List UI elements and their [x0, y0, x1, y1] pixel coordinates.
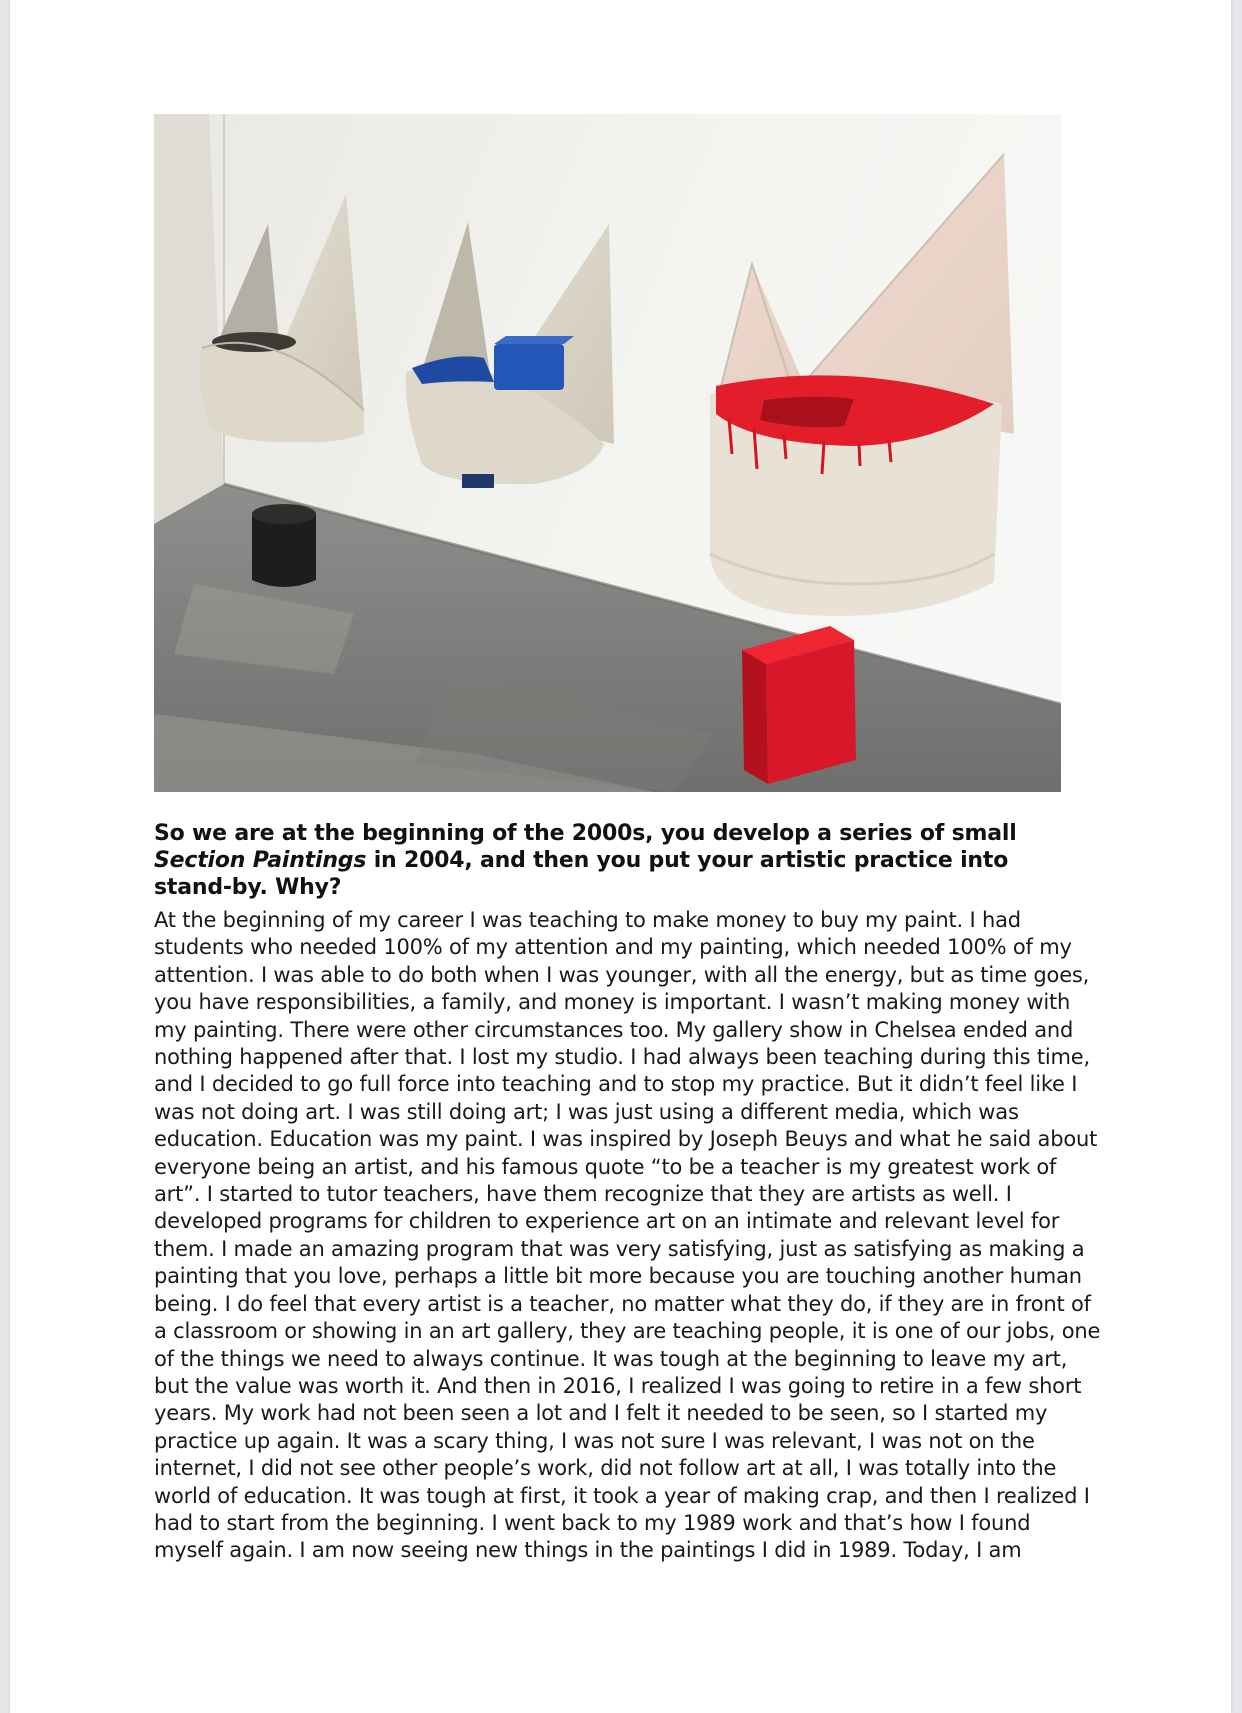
question-text-end: in 2004, and then you put your artistic practice into stand-by. Why? [154, 848, 1009, 900]
answer-line: world of education. It was tough at first, it took a year of making crap, and then I realized I [154, 1483, 1090, 1508]
answer-line: years. My work had not been seen a lot and I felt it needed to be seen, so I started my [154, 1401, 1048, 1426]
interview-question [154, 820, 1089, 901]
answer-line: was not doing art. I was still doing art; I was just using a different media, which was [154, 1099, 1019, 1124]
answer-line: attention. I was able to do both when I was younger, with all the energy, but as time goes, [154, 962, 1090, 987]
interview-answer [154, 907, 1104, 1565]
answer-line: developed programs for children to experience art on an intimate and relevant level for [154, 1209, 1060, 1234]
answer-line: my painting. There were other circumstances too. My gallery show in Chelsea ended and [154, 1017, 1074, 1042]
answer-line: a classroom or showing in an art gallery, they are teaching people, it is one of our jobs, one [154, 1319, 1101, 1344]
answer-line: being. I do feel that every artist is a teacher, no matter what they do, if they are in front of [154, 1291, 1091, 1316]
answer-line: and I decided to go full force into teaching and to stop my practice. But it didn’t feel like I [154, 1072, 1078, 1097]
answer-line: of the things we need to always continue. It was tough at the beginning to leave my art, [154, 1346, 1068, 1371]
answer-line: everyone being an artist, and his famous quote “to be a teacher is my greatest work of [154, 1154, 1057, 1179]
answer-line: art”. I started to tutor teachers, have them recognize that they are artists as well. I [154, 1182, 1012, 1207]
answer-line: myself again. I am now seeing new things in the paintings I did in 1989. Today, I am [154, 1538, 1022, 1563]
answer-line: students who needed 100% of my attention and my painting, which needed 100% of my [154, 935, 1072, 960]
answer-line: you have responsibilities, a family, and money is important. I wasn’t making money with [154, 990, 1071, 1015]
answer-line: painting that you love, perhaps a little bit more because you are touching another human [154, 1264, 1082, 1289]
answer-line: nothing happened after that. I lost my studio. I had always been teaching during this time, [154, 1045, 1090, 1070]
answer-line: At the beginning of my career I was teaching to make money to buy my paint. I had [154, 908, 1021, 932]
artwork-photo [154, 114, 1061, 792]
answer-line: education. Education was my paint. I was inspired by Joseph Beuys and what he said about [154, 1127, 1098, 1152]
answer-line: internet, I did not see other people’s work, did not follow art at all, I was totally into the [154, 1456, 1057, 1481]
answer-line: but the value was worth it. And then in 2016, I realized I was going to retire in a few short [154, 1373, 1082, 1398]
artwork-photo-drawing [154, 114, 1061, 792]
answer-line: them. I made an amazing program that was very satisfying, just as satisfying as making a [154, 1236, 1085, 1261]
question-text-start: So we are at the beginning of the 2000s, you develop a series of small [154, 821, 1017, 846]
answer-line: had to start from the beginning. I went back to my 1989 work and that’s how I found [154, 1510, 1031, 1535]
question-italic-title: Section Paintings [154, 848, 367, 873]
document-page [10, 0, 1231, 1713]
answer-line: practice up again. It was a scary thing, I was not sure I was relevant, I was not on the [154, 1428, 1035, 1453]
